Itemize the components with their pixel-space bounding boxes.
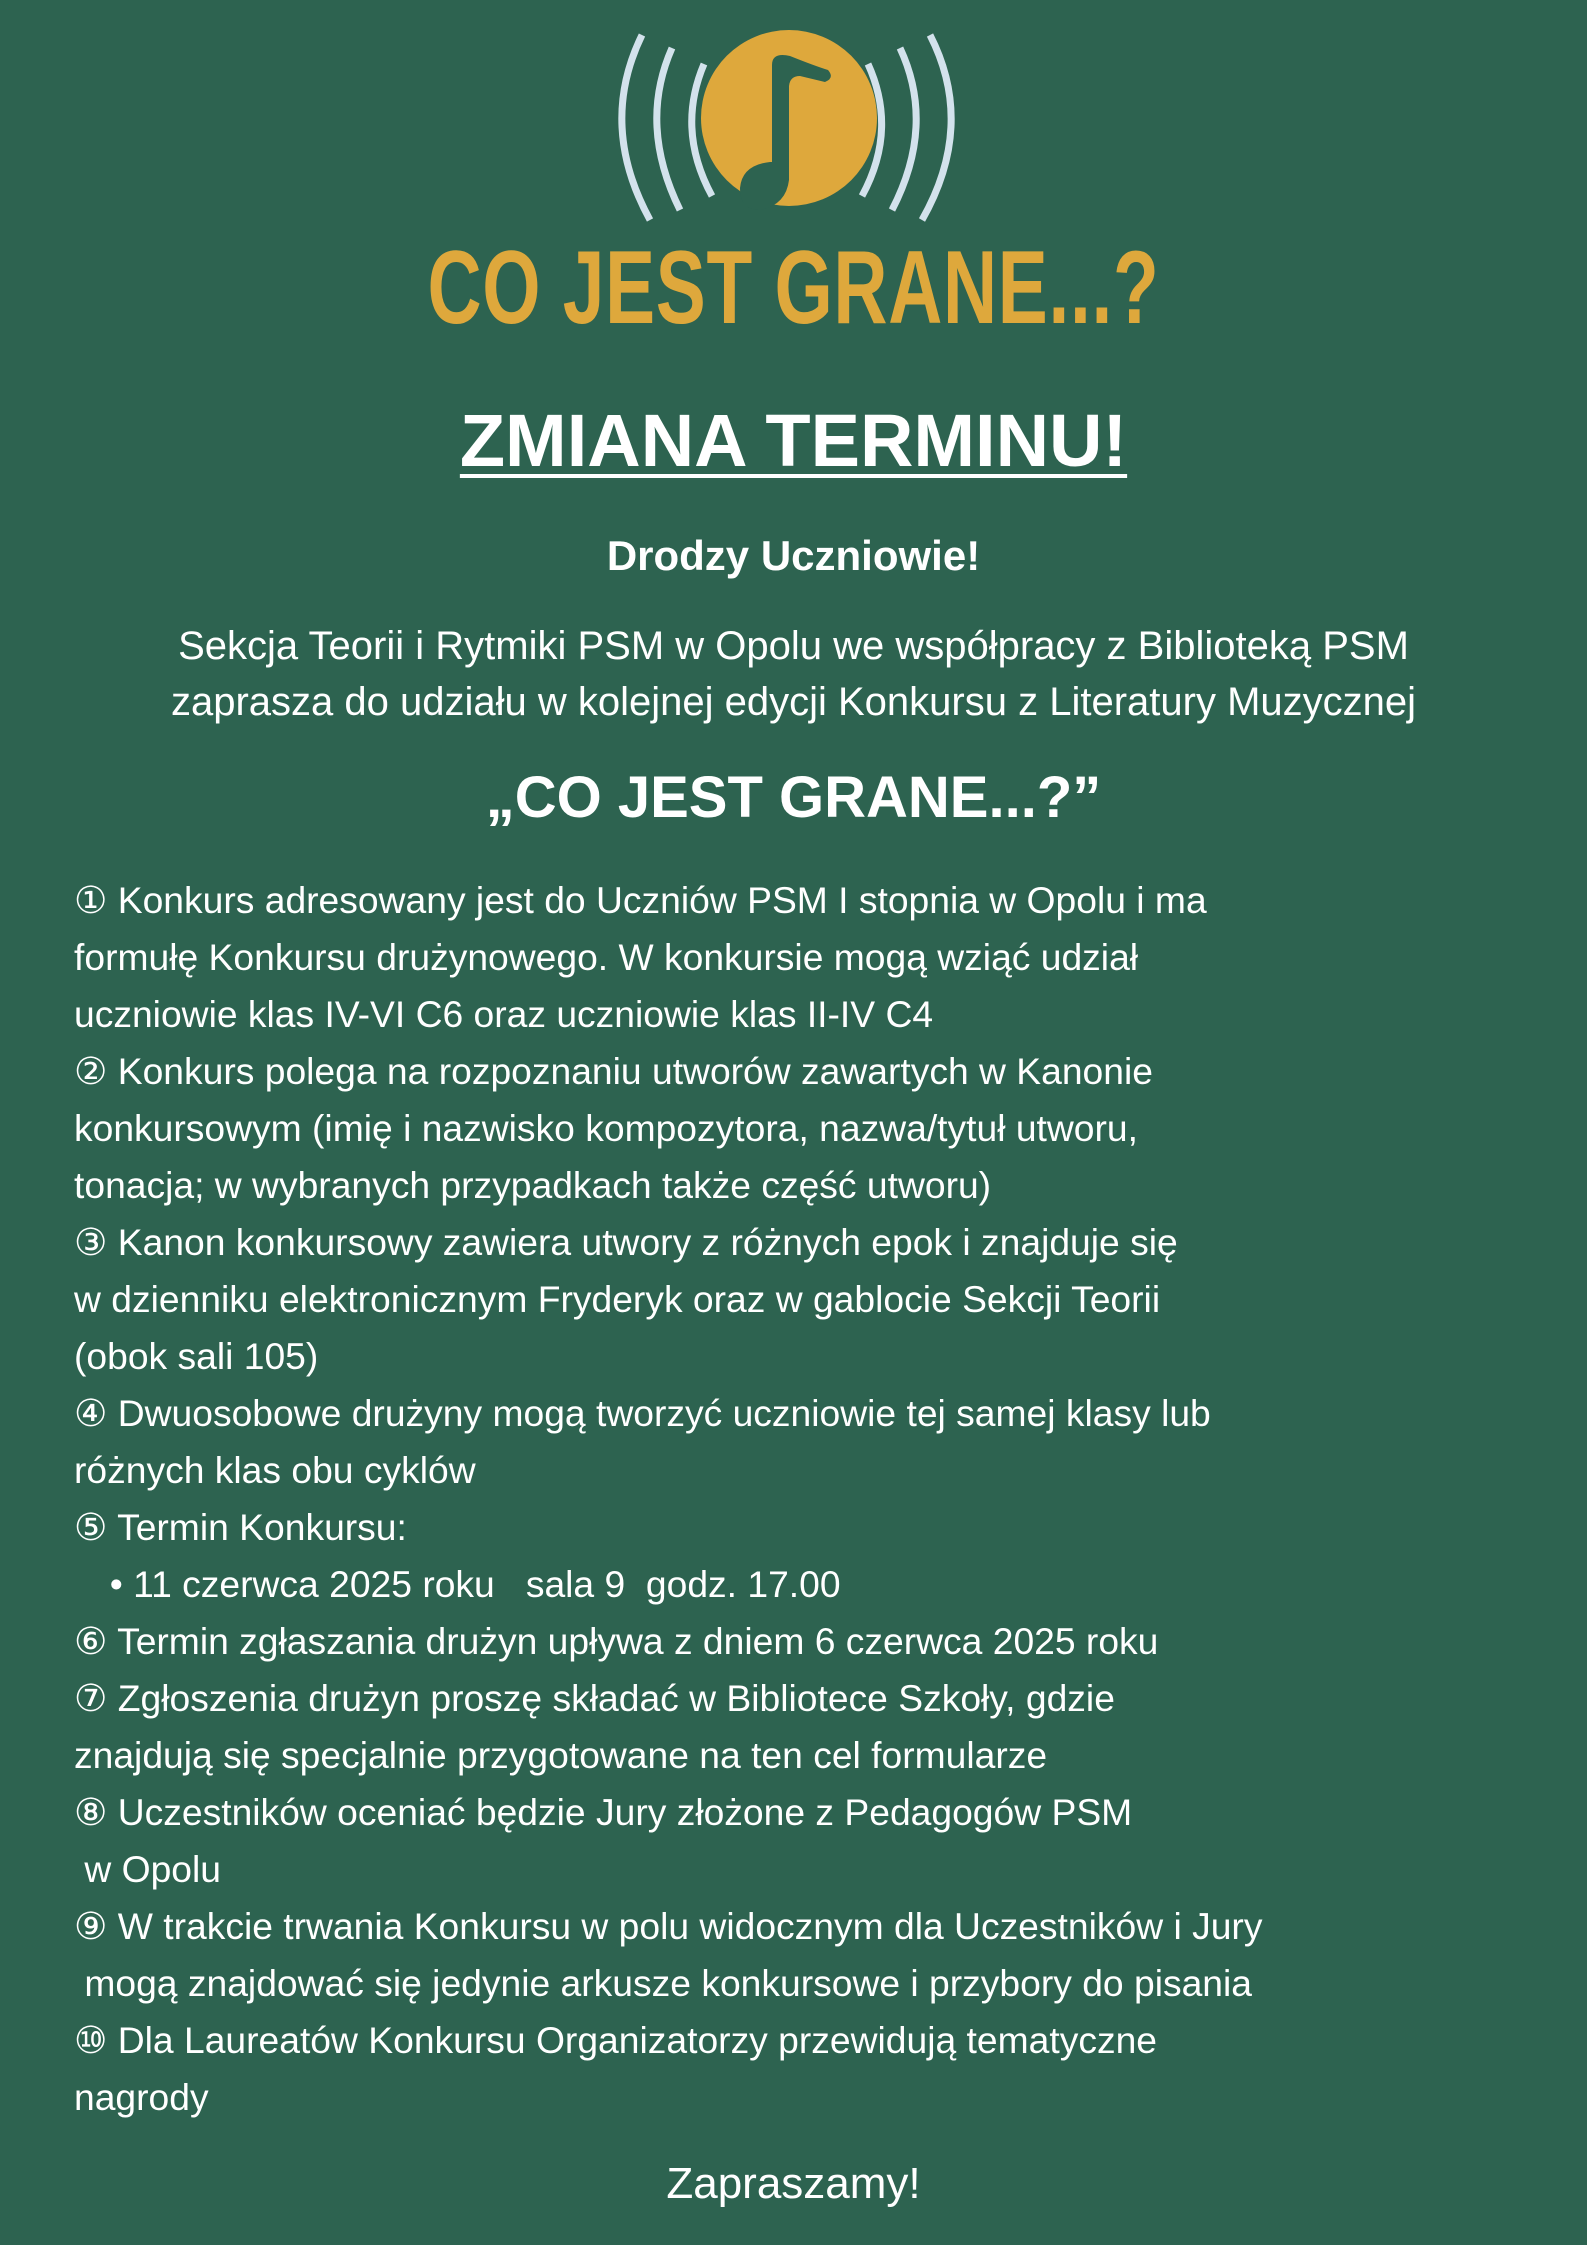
rule-line: różnych klas obu cyklów — [74, 1449, 476, 1491]
rule-line: ⑦ Zgłoszenia drużyn proszę składać w Bibliotece Szkoły, gdzie — [74, 1677, 1115, 1719]
rule-line: ① Konkurs adresowany jest do Uczniów PSM I stopnia w Opolu i ma — [74, 879, 1207, 921]
rule-line: formułę Konkursu drużynowego. W konkursie mogą wziąć udział — [74, 936, 1139, 978]
rule-line: ⑩ Dla Laureatów Konkursu Organizatorzy przewidują tematyczne — [74, 2019, 1158, 2061]
rule-line: ④ Dwuosobowe drużyny mogą tworzyć uczniowie tej samej klasy lub — [74, 1392, 1211, 1434]
rule-line: ② Konkurs polega na rozpoznaniu utworów zawartych w Kanonie — [74, 1050, 1153, 1092]
intro-line: Sekcja Teorii i Rytmiki PSM w Opolu we współpracy z Biblioteką PSM — [178, 624, 1409, 668]
rule-line: mogą znajdować się jedynie arkusze konkursowe i przybory do pisania — [74, 1962, 1253, 2004]
contest-title: „CO JEST GRANE...?” — [485, 765, 1102, 830]
logo-wordmark: CO JEST GRANE...? — [427, 230, 1160, 346]
greeting: Drodzy Uczniowie! — [606, 532, 981, 579]
rule-line: nagrody — [74, 2076, 209, 2118]
rule-line: uczniowie klas IV-VI C6 oraz uczniowie klas II-IV C4 — [74, 993, 934, 1035]
rule-line: ⑥ Termin zgłaszania drużyn upływa z dniem 6 czerwca 2025 roku — [74, 1620, 1159, 1662]
rule-line: konkursowym (imię i nazwisko kompozytora, nazwa/tytuł utworu, — [74, 1107, 1138, 1149]
rules-list — [74, 872, 1554, 2126]
rule-line: (obok sali 105) — [74, 1335, 319, 1377]
intro-paragraph — [0, 618, 1587, 730]
logo-music-note-icon — [580, 20, 1000, 230]
rule-line: ⑨ W trakcie trwania Konkursu w polu widocznym dla Uczestników i Jury — [74, 1905, 1263, 1947]
rule-line: w Opolu — [74, 1848, 221, 1890]
rule-line: tonacja; w wybranych przypadkach także część utworu) — [74, 1164, 992, 1206]
intro-line: zaprasza do udziału w kolejnej edycji Konkursu z Literatury Muzycznej — [170, 680, 1417, 724]
rule-line: ⑤ Termin Konkursu: — [74, 1506, 407, 1548]
rule-line: ③ Kanon konkursowy zawiera utwory z różnych epok i znajduje się — [74, 1221, 1178, 1263]
closing: Zapraszamy! — [666, 2159, 921, 2208]
date-bullet: • 11 czerwca 2025 roku sala 9 godz. 17.00 — [109, 1563, 841, 1605]
rule-line: w dzienniku elektronicznym Fryderyk oraz w gablocie Sekcji Teorii — [74, 1278, 1161, 1320]
rule-line: znajdują się specjalnie przygotowane na ten cel formularze — [74, 1734, 1048, 1776]
headline: ZMIANA TERMINU! — [459, 399, 1128, 482]
rule-line: ⑧ Uczestników oceniać będzie Jury złożone z Pedagogów PSM — [74, 1791, 1133, 1833]
